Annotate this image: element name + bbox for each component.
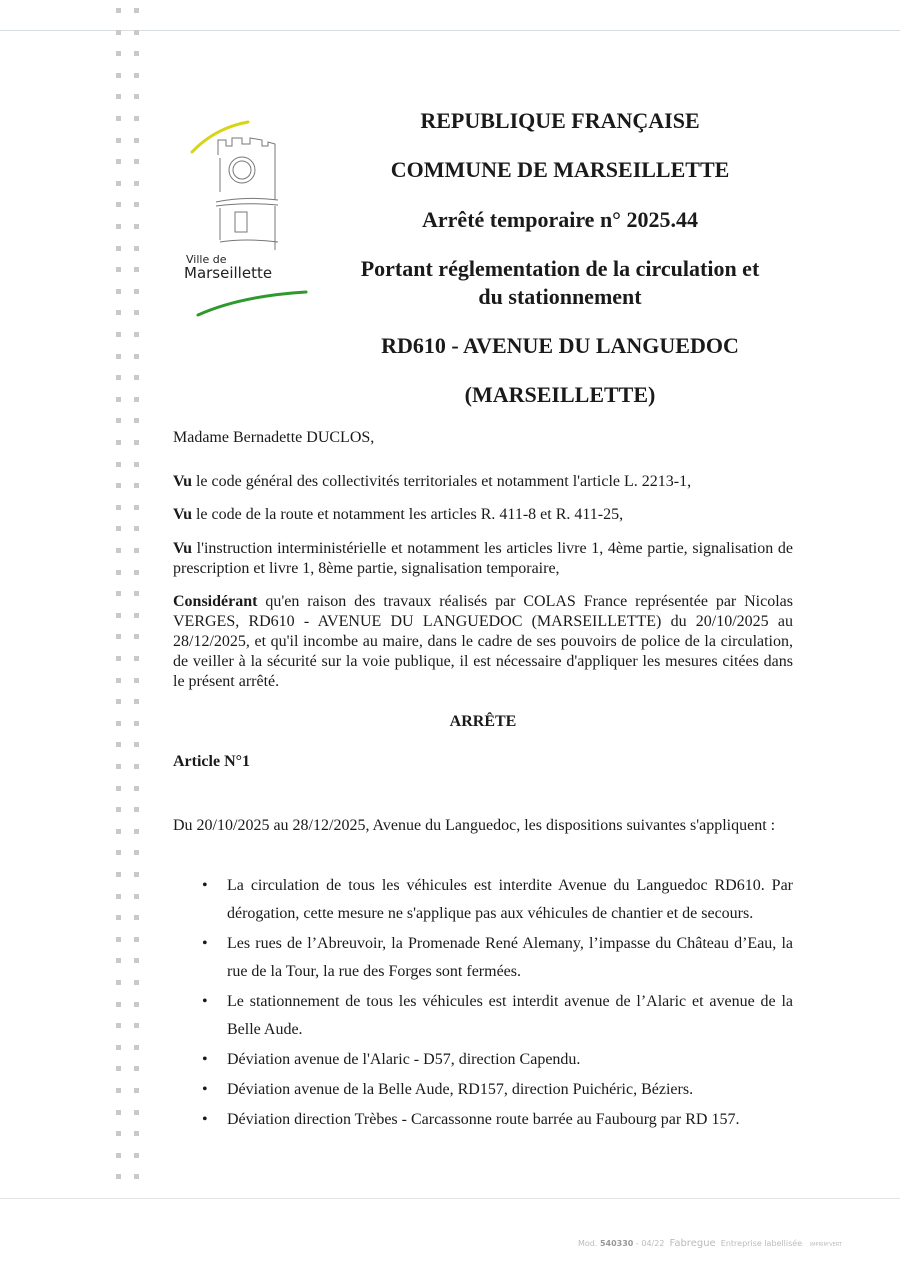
margin-square [116, 224, 121, 229]
margin-square [134, 1066, 139, 1071]
margin-square [134, 1002, 139, 1007]
considerant-text: qu'en raison des travaux réalisés par COLAS France représentée par Nicolas VERGES, RD610 - AVENUE DU LANGUEDOC (MARSEILLETTE) du 20/10/2025 au 28/12/2025, et qu'il incombe au maire, dans le cadre de ses pouvoirs de police de la circulation, de veiller à la sécurité sur la voie publique, il est nécessaire d'appliquer les mesures citées dans le présent arrêté. [173, 593, 793, 690]
margin-square [134, 418, 139, 423]
margin-square [134, 1174, 139, 1179]
vu-label: Vu [173, 506, 192, 523]
margin-square [116, 181, 121, 186]
list-item: • Les rues de l’Abreuvoir, la Promenade René Alemany, l’impasse du Château d’Eau, la rue de la Tour, la rue des Forges sont fermées. [173, 930, 793, 986]
margin-square [116, 483, 121, 488]
arrete-heading: ARRÊTE [449, 713, 517, 730]
margin-square [134, 181, 139, 186]
margin-square [116, 1088, 121, 1093]
margin-square [116, 8, 121, 13]
vu-2 [173, 505, 793, 525]
margin-square [116, 267, 121, 272]
margin-square [116, 202, 121, 207]
margin-square [116, 1174, 121, 1179]
margin-square [134, 159, 139, 164]
list-item: • Déviation direction Trèbes - Carcassonne route barrée au Faubourg par RD 157. [173, 1106, 793, 1134]
margin-square [134, 246, 139, 251]
margin-square [116, 332, 121, 337]
vu-2-text: le code de la route et notamment les articles R. 411-8 et R. 411-25, [191, 506, 624, 523]
margin-square [134, 613, 139, 618]
marseillette-logo [180, 110, 320, 320]
margin-square [134, 1110, 139, 1115]
margin-square [116, 1110, 121, 1115]
list-item: • Le stationnement de tous les véhicules est interdit avenue de l’Alaric et avenue de la Belle Aude. [173, 988, 793, 1044]
margin-square [116, 354, 121, 359]
print-footer [578, 1238, 842, 1249]
header-subject-1: Portant réglementation de la circulation et [360, 256, 760, 281]
margin-square [116, 850, 121, 855]
margin-square [116, 786, 121, 791]
margin-square [116, 462, 121, 467]
header-commune: COMMUNE DE MARSEILLETTE [390, 157, 730, 182]
vu-3-text: l'instruction interministérielle et notamment les articles livre 1, 4ème partie, signalisation de prescription et livre 1, 8ème partie, signalisation temporaire, [173, 540, 793, 577]
margin-square [116, 742, 121, 747]
margin-square [116, 51, 121, 56]
margin-square [134, 548, 139, 553]
margin-square [116, 634, 121, 639]
margin-square [134, 8, 139, 13]
margin-square [134, 116, 139, 121]
imprimvert-mark: IMPRIM'VERT [809, 1242, 842, 1248]
logo-text-name: Marseillette [184, 264, 273, 282]
margin-square [116, 764, 121, 769]
margin-square [134, 958, 139, 963]
header-town: (MARSEILLETTE) [464, 382, 656, 407]
margin-square [134, 570, 139, 575]
margin-square [134, 375, 139, 380]
margin-square [134, 742, 139, 747]
margin-square [116, 1045, 121, 1050]
margin-square [116, 73, 121, 78]
scan-bottom-line [0, 1198, 900, 1199]
margin-square [134, 138, 139, 143]
margin-square [116, 159, 121, 164]
margin-square [134, 807, 139, 812]
list-item: • Déviation avenue de l'Alaric - D57, direction Capendu. [173, 1046, 793, 1074]
margin-square [116, 30, 121, 35]
margin-square [134, 440, 139, 445]
header-subject-2: du stationnement [478, 284, 642, 309]
margin-square [134, 505, 139, 510]
margin-square [116, 915, 121, 920]
margin-square [134, 462, 139, 467]
margin-square [134, 850, 139, 855]
margin-square [116, 526, 121, 531]
list-item: • La circulation de tous les véhicules est interdite Avenue du Languedoc RD610. Par dérogation, cette mesure ne s'applique pas aux véhicules de chantier et de secours. [173, 872, 793, 928]
addressee: Madame Bernadette DUCLOS, [173, 429, 375, 446]
logo-text-ville: Ville de [186, 253, 227, 266]
vu-3 [173, 539, 793, 579]
article-1-measures [173, 872, 793, 1136]
margin-square [134, 591, 139, 596]
margin-square [134, 656, 139, 661]
margin-square [134, 483, 139, 488]
margin-square [116, 829, 121, 834]
margin-square [134, 1131, 139, 1136]
vu-label: Vu [173, 540, 192, 557]
margin-square [134, 699, 139, 704]
header-road: RD610 - AVENUE DU LANGUEDOC [381, 333, 739, 358]
footer-label: Entreprise labellisée [720, 1239, 803, 1248]
margin-square [134, 980, 139, 985]
margin-square [116, 872, 121, 877]
margin-square [134, 202, 139, 207]
header-arrete-number: Arrêté temporaire n° 2025.44 [422, 207, 698, 232]
vu-1-text: le code général des collectivités territoriales et notamment l'article L. 2213-1, [191, 473, 692, 490]
margin-square [134, 526, 139, 531]
footer-brand: Fabregue [669, 1238, 716, 1249]
margin-square [134, 310, 139, 315]
margin-square [116, 613, 121, 618]
margin-square [116, 116, 121, 121]
vu-label: Vu [173, 473, 192, 490]
margin-square [134, 786, 139, 791]
margin-square [134, 94, 139, 99]
margin-square [134, 30, 139, 35]
margin-square [134, 894, 139, 899]
margin-square [134, 73, 139, 78]
margin-square [116, 937, 121, 942]
margin-square [134, 872, 139, 877]
margin-square [134, 829, 139, 834]
margin-square [116, 678, 121, 683]
margin-square [134, 678, 139, 683]
margin-square [116, 418, 121, 423]
margin-square [116, 699, 121, 704]
margin-square [134, 915, 139, 920]
footer-mod: Mod. [578, 1239, 598, 1248]
margin-square [134, 764, 139, 769]
considerant [173, 592, 793, 692]
margin-square [116, 1002, 121, 1007]
header-republique: REPUBLIQUE FRANÇAISE [420, 108, 700, 133]
article-1-heading: Article N°1 [173, 753, 251, 770]
margin-square [116, 246, 121, 251]
considerant-label: Considérant [173, 593, 258, 610]
margin-square [116, 570, 121, 575]
margin-square [134, 267, 139, 272]
margin-square [116, 138, 121, 143]
margin-square [134, 1088, 139, 1093]
margin-square [116, 505, 121, 510]
footer-code: 540330 [599, 1239, 634, 1248]
margin-square [134, 332, 139, 337]
margin-square [116, 440, 121, 445]
margin-square [116, 397, 121, 402]
margin-square [134, 1023, 139, 1028]
margin-square [116, 656, 121, 661]
list-item: • Déviation avenue de la Belle Aude, RD157, direction Puichéric, Béziers. [173, 1076, 793, 1104]
footer-date: - 04/22 [635, 1239, 665, 1248]
margin-square [134, 289, 139, 294]
margin-square [134, 51, 139, 56]
vu-1 [173, 472, 793, 492]
margin-square [116, 980, 121, 985]
margin-square [116, 1023, 121, 1028]
margin-square [116, 591, 121, 596]
margin-square [116, 94, 121, 99]
margin-square [116, 375, 121, 380]
margin-square [116, 1131, 121, 1136]
margin-square [116, 894, 121, 899]
margin-square [116, 721, 121, 726]
margin-square [134, 634, 139, 639]
margin-square [116, 289, 121, 294]
article-1-intro: Du 20/10/2025 au 28/12/2025, Avenue du Languedoc, les dispositions suivantes s'appliquent : [173, 817, 776, 834]
margin-square [134, 1045, 139, 1050]
margin-square [134, 1153, 139, 1158]
margin-square [134, 354, 139, 359]
margin-square [116, 1153, 121, 1158]
margin-square [116, 1066, 121, 1071]
margin-square [116, 958, 121, 963]
margin-square [116, 310, 121, 315]
margin-square [134, 937, 139, 942]
margin-square [134, 397, 139, 402]
margin-square [116, 548, 121, 553]
margin-square [134, 224, 139, 229]
margin-square [116, 807, 121, 812]
margin-square [134, 721, 139, 726]
